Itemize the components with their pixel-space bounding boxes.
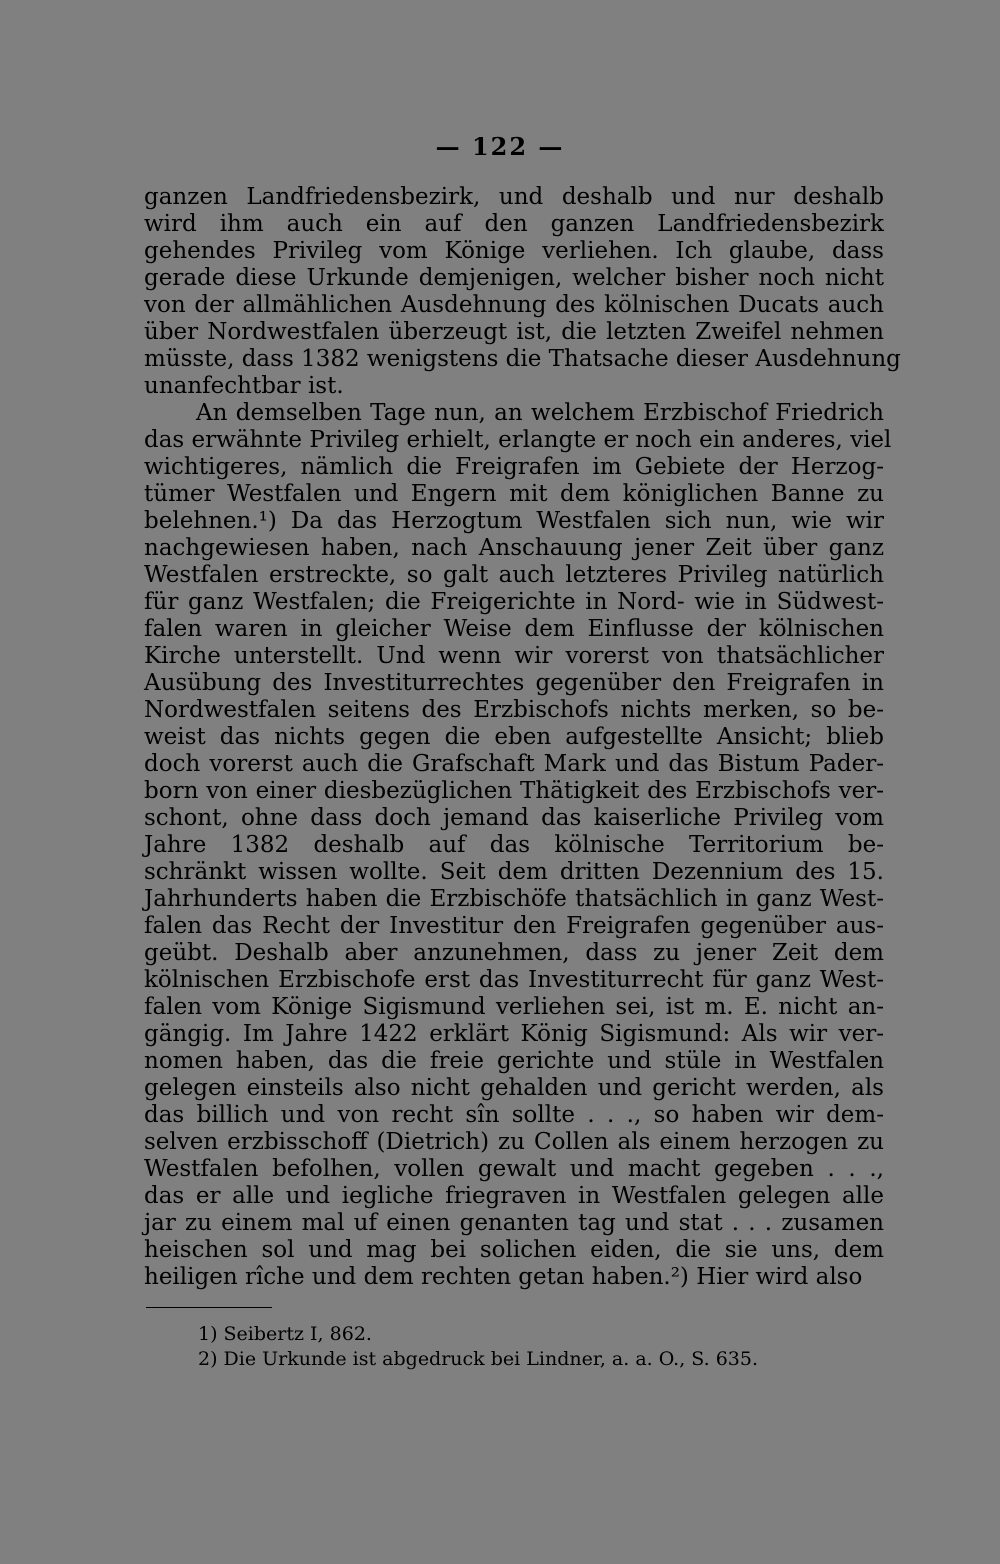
text-line: kölnischen Erzbischofe erst das Investiturrecht für ganz West-	[144, 967, 884, 993]
text-line: von der allmählichen Ausdehnung des kölnischen Ducats auch	[144, 292, 884, 318]
text-line: über Nordwestfalen überzeugt ist, die letzten Zweifel nehmen	[144, 319, 884, 345]
text-line: gängig. Im Jahre 1422 erklärt König Sigismund: Als wir ver-	[144, 1021, 884, 1047]
text-line: das billich und von recht sîn sollte . . ., so haben wir dem-	[144, 1102, 884, 1128]
page-number: — 122 —	[435, 132, 565, 161]
text-line: Ausübung des Investiturrechtes gegenüber den Freigrafen in	[144, 670, 884, 696]
text-line: falen vom Könige Sigismund verliehen sei, ist m. E. nicht an-	[144, 994, 884, 1020]
text-line: Westfalen erstreckte, so galt auch letzteres Privileg natürlich	[144, 562, 884, 588]
text-line: gelegen einsteils also nicht gehalden und gericht werden, als	[144, 1075, 884, 1101]
text-line: born von einer diesbezüglichen Thätigkeit des Erzbischofs ver-	[144, 778, 884, 804]
text-line: müsste, dass 1382 wenigstens die Thatsache dieser Ausdehnung	[144, 346, 901, 372]
text-line: ganzen Landfriedensbezirk, und deshalb und nur deshalb	[144, 184, 884, 210]
body-text	[144, 184, 901, 1291]
text-line: wichtigeres, nämlich die Freigrafen im Gebiete der Herzog-	[144, 454, 884, 480]
text-line: selven erzbisschoff (Dietrich) zu Collen als einem herzogen zu	[144, 1129, 884, 1155]
text-line: das erwähnte Privileg erhielt, erlangte er noch ein anderes, viel	[144, 427, 892, 453]
text-line: schränkt wissen wollte. Seit dem dritten Dezennium des 15.	[144, 859, 884, 885]
footnote-separator	[146, 1307, 272, 1308]
text-line: Jahre 1382 deshalb auf das kölnische Territorium be-	[144, 832, 884, 858]
text-line: doch vorerst auch die Grafschaft Mark und das Bistum Pader-	[144, 751, 884, 777]
text-line: Nordwestfalen seitens des Erzbischofs nichts merken, so be-	[144, 697, 884, 723]
text-line: An demselben Tage nun, an welchem Erzbischof Friedrich	[196, 400, 884, 426]
text-line: jar zu einem mal uf einen genanten tag und stat . . . zusamen	[144, 1210, 884, 1236]
text-line: Jahrhunderts haben die Erzbischöfe thatsächlich in ganz West-	[144, 886, 884, 912]
text-line: Westfalen befolhen, vollen gewalt und macht gegeben . . .,	[144, 1156, 884, 1182]
text-line: schont, ohne dass doch jemand das kaiserliche Privileg vom	[144, 805, 884, 831]
text-line: falen das Recht der Investitur den Freigrafen gegenüber aus-	[144, 913, 884, 939]
text-line: heischen sol und mag bei solichen eiden, die sie uns, dem	[144, 1237, 884, 1263]
text-line: gehendes Privileg vom Könige verliehen. Ich glaube, dass	[144, 238, 884, 264]
footnotes	[198, 1322, 898, 1372]
text-line: wird ihm auch ein auf den ganzen Landfriedensbezirk	[144, 211, 884, 237]
text-line: unanfechtbar ist.	[144, 373, 344, 399]
text-line: falen waren in gleicher Weise dem Einflusse der kölnischen	[144, 616, 884, 642]
text-line: nachgewiesen haben, nach Anschauung jener Zeit über ganz	[144, 535, 884, 561]
text-line: nomen haben, das die freie gerichte und stüle in Westfalen	[144, 1048, 884, 1074]
text-line: geübt. Deshalb aber anzunehmen, dass zu jener Zeit dem	[144, 940, 884, 966]
text-line: belehnen.¹) Da das Herzogtum Westfalen sich nun, wie wir	[144, 508, 884, 534]
text-line: für ganz Westfalen; die Freigerichte in Nord- wie in Südwest-	[144, 589, 884, 615]
text-line: Kirche unterstellt. Und wenn wir vorerst von thatsächlicher	[144, 643, 884, 669]
text-line: heiligen rîche und dem rechten getan haben.²) Hier wird also	[144, 1264, 863, 1290]
footnote: 1) Seibertz I, 862.	[198, 1323, 372, 1345]
text-line: tümer Westfalen und Engern mit dem königlichen Banne zu	[144, 481, 884, 507]
text-line: das er alle und iegliche friegraven in Westfalen gelegen alle	[144, 1183, 884, 1209]
text-line: gerade diese Urkunde demjenigen, welcher bisher noch nicht	[144, 265, 884, 291]
footnote: 2) Die Urkunde ist abgedruck bei Lindner, a. a. O., S. 635.	[198, 1348, 759, 1370]
text-line: weist das nichts gegen die eben aufgestellte Ansicht; blieb	[144, 724, 884, 750]
